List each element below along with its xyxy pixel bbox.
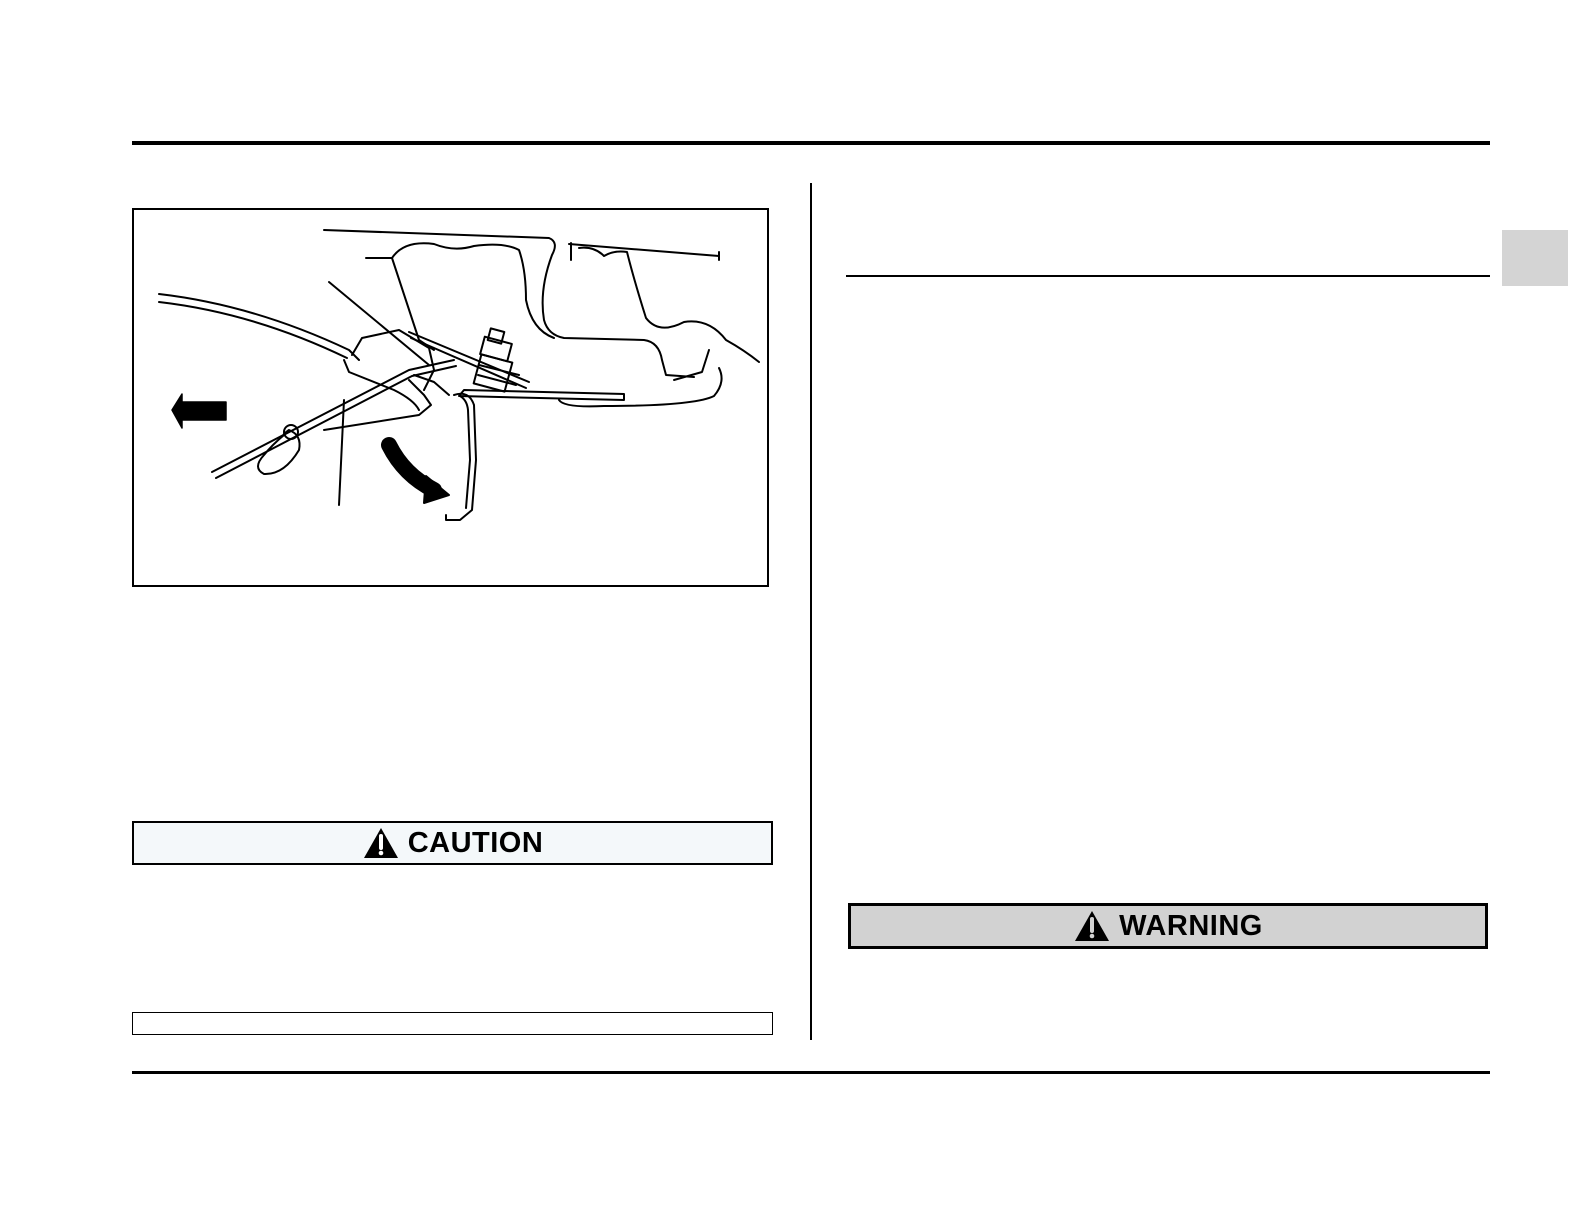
column-divider [810, 183, 812, 1040]
alert-triangle-icon [362, 826, 400, 860]
chapter-tab [1502, 230, 1568, 286]
warning-box [848, 903, 1488, 949]
caution-label: CAUTION [407, 826, 544, 859]
hood-stay-illustration [134, 210, 769, 587]
section-heading-rule [846, 275, 1490, 277]
caution-box [132, 821, 773, 865]
warning-label: WARNING [1119, 909, 1263, 942]
left-arrow-icon [172, 394, 226, 428]
bottom-page-rule [132, 1071, 1490, 1074]
curved-arrow-icon [389, 445, 449, 503]
caution-end-box [132, 1012, 773, 1035]
hood-stay-figure [132, 208, 769, 587]
top-page-rule [132, 141, 1490, 145]
alert-triangle-icon [1073, 909, 1111, 943]
